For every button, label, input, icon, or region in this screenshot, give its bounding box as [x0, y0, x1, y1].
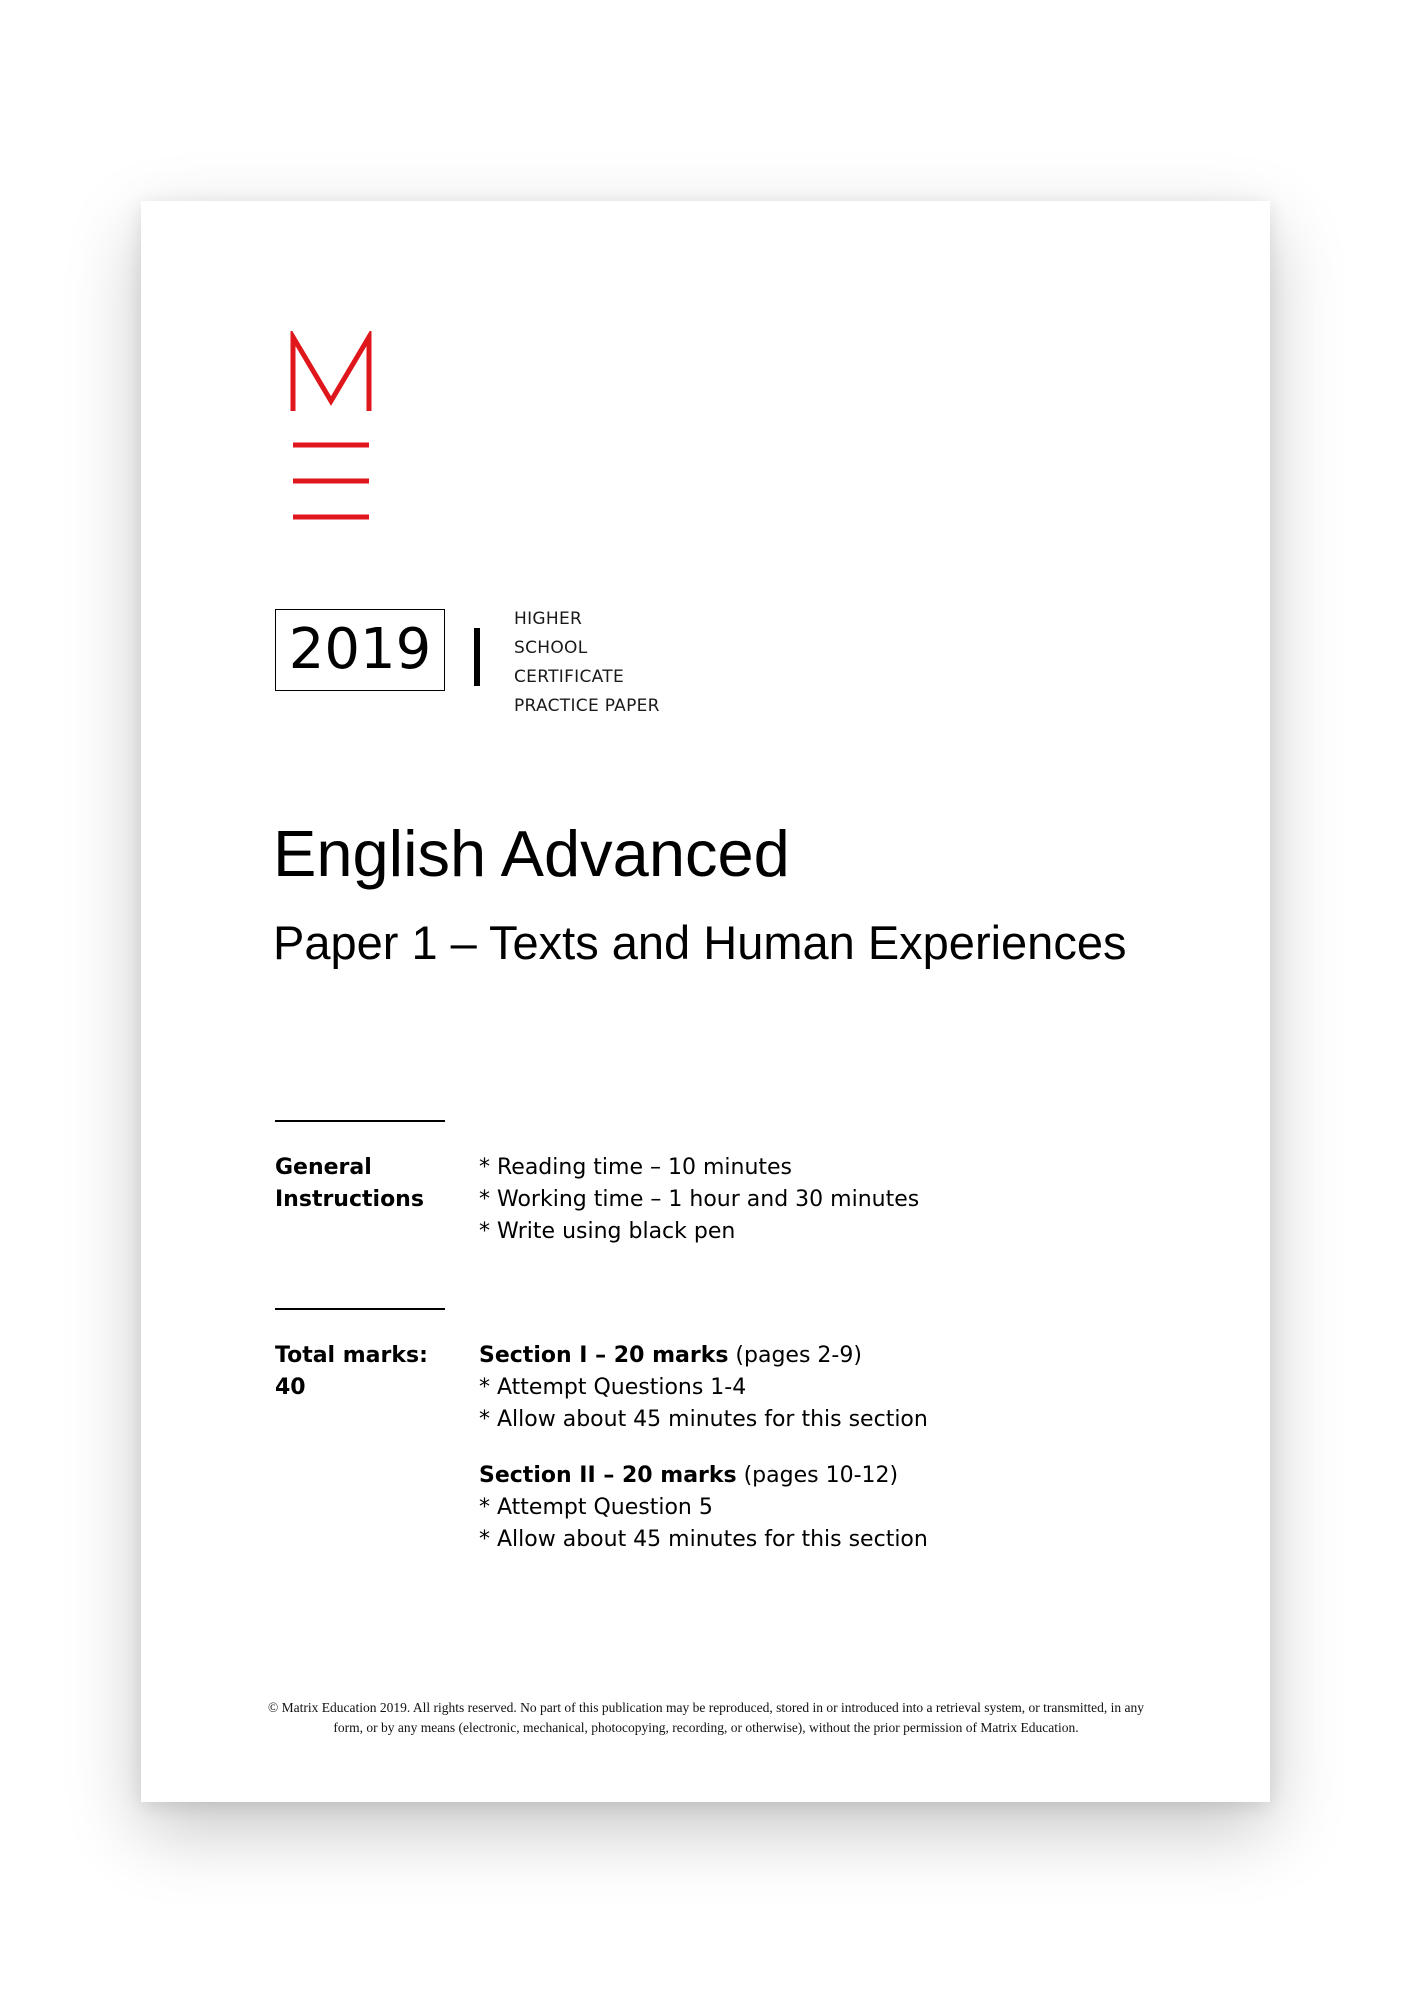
copyright-footer	[191, 1698, 1221, 1738]
label-line: General	[275, 1155, 372, 1180]
instruction-item: * Write using black pen	[479, 1219, 736, 1244]
general-instructions-list	[479, 1152, 919, 1248]
footer-line: form, or by any means (electronic, mechanical, photocopying, recording, or otherwise), without the prior permission of Matrix Education.	[333, 1720, 1079, 1735]
section-item: * Allow about 45 minutes for this section	[479, 1527, 928, 1552]
section-heading	[479, 1460, 928, 1492]
section-2-block	[479, 1460, 928, 1556]
general-instructions-label	[275, 1152, 424, 1216]
hsc-line: SCHOOL	[514, 638, 588, 658]
label-line: Instructions	[275, 1187, 424, 1212]
section-rule	[275, 1308, 445, 1310]
paper-subtitle: Paper 1 – Texts and Human Experiences	[273, 916, 1127, 969]
section-item: * Attempt Questions 1-4	[479, 1375, 747, 1400]
year-box	[275, 609, 445, 691]
total-marks-value: 40	[275, 1375, 306, 1400]
total-marks-text: Total marks:	[275, 1343, 428, 1368]
section-pages: (pages 2-9)	[728, 1343, 862, 1368]
instruction-item: * Reading time – 10 minutes	[479, 1155, 793, 1180]
hsc-line: CERTIFICATE	[514, 667, 624, 687]
matrix-logo-icon	[289, 331, 373, 521]
year-divider	[474, 628, 480, 686]
section-pages: (pages 10-12)	[736, 1463, 899, 1488]
document-page	[141, 201, 1270, 1802]
section-1-block	[479, 1340, 928, 1436]
section-item: * Allow about 45 minutes for this section	[479, 1407, 928, 1432]
hsc-heading	[514, 605, 660, 721]
hsc-line: HIGHER	[514, 609, 583, 629]
section-heading-bold: Section I – 20 marks	[479, 1343, 729, 1368]
footer-line: © Matrix Education 2019. All rights reserved. No part of this publication may be reproduced, stored in or introduced into a retrieval system, or transmitted, in any	[268, 1700, 1144, 1715]
instruction-item: * Working time – 1 hour and 30 minutes	[479, 1187, 920, 1212]
section-item: * Attempt Question 5	[479, 1495, 713, 1520]
section-rule	[275, 1120, 445, 1122]
total-marks-label	[275, 1340, 428, 1404]
section-heading	[479, 1340, 928, 1372]
year-text: 2019	[288, 617, 432, 682]
paper-title: English Advanced	[273, 817, 790, 890]
hsc-line: PRACTICE PAPER	[514, 696, 660, 716]
section-heading-bold: Section II – 20 marks	[479, 1463, 737, 1488]
